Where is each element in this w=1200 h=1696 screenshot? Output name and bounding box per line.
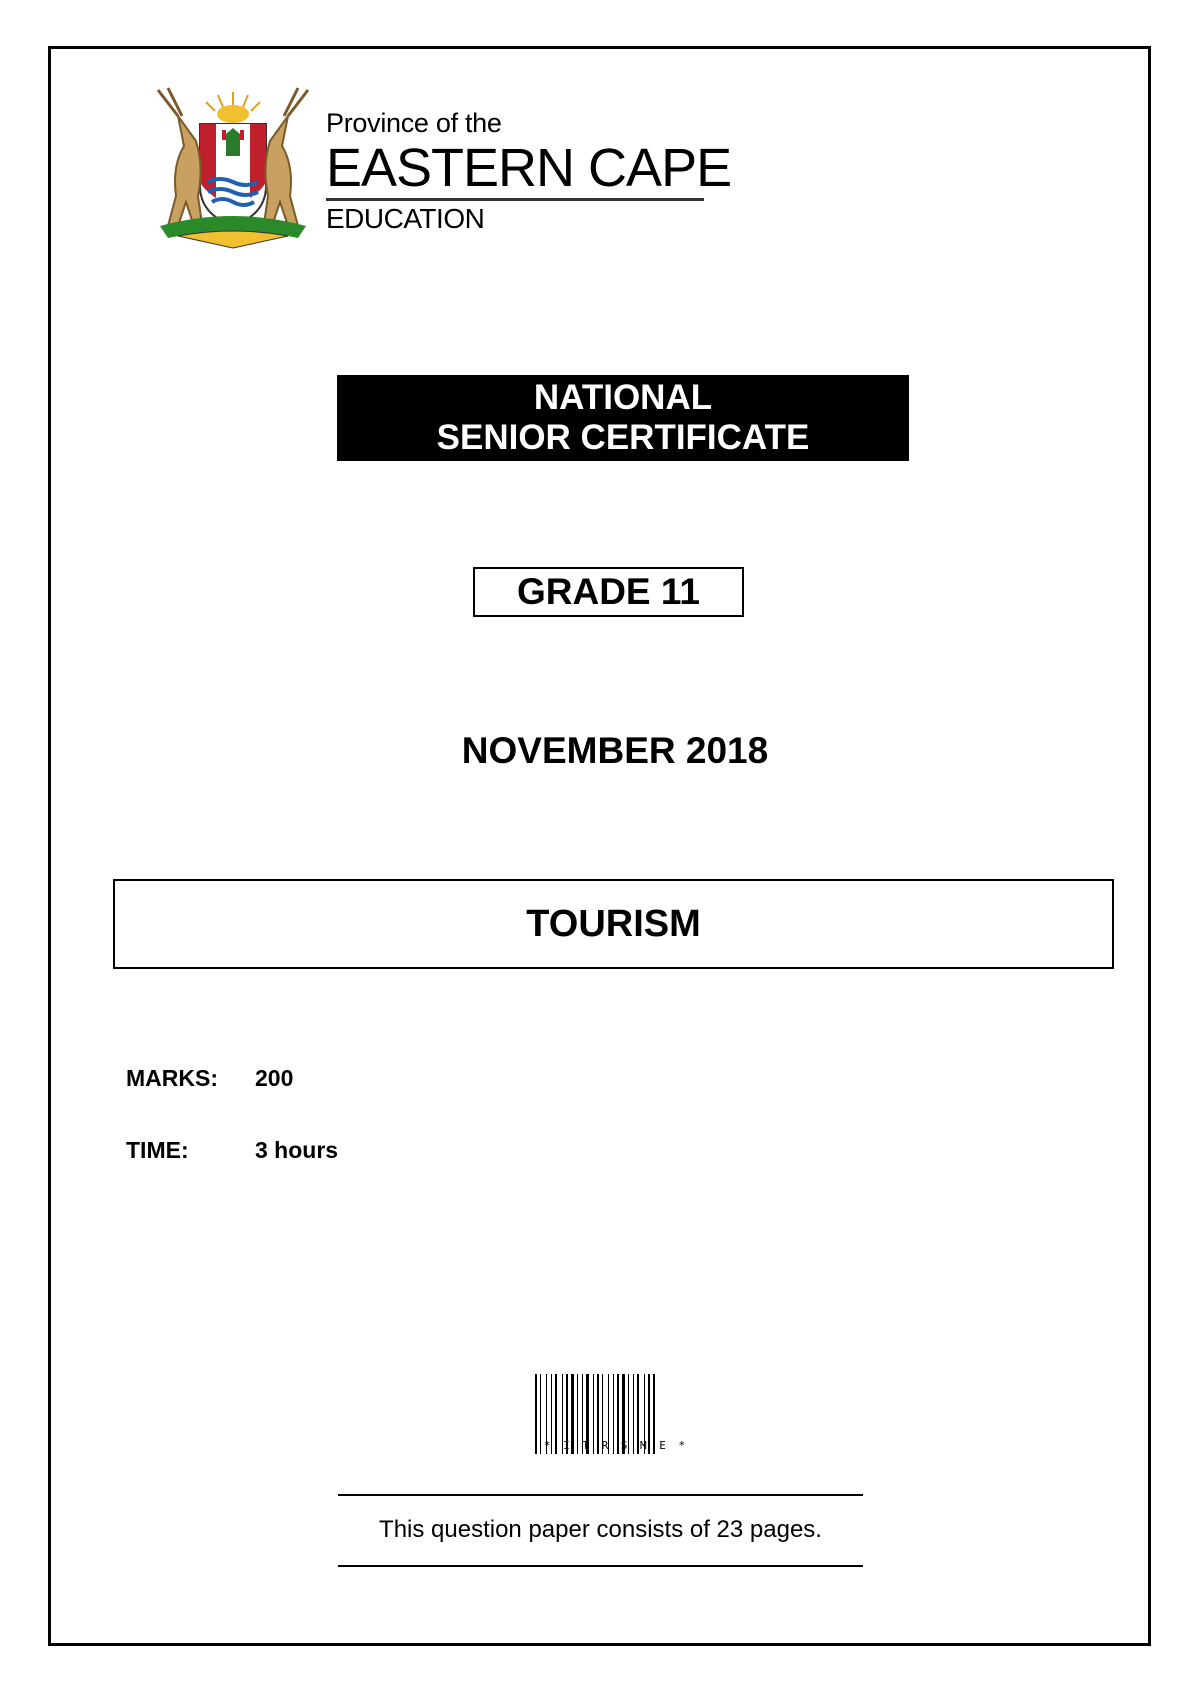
certificate-line2: SENIOR CERTIFICATE: [436, 418, 810, 457]
footer-rule-bottom: [338, 1565, 863, 1567]
logo-rule: [326, 198, 704, 201]
time-value: 3 hours: [255, 1137, 339, 1163]
time-label: TIME:: [126, 1137, 189, 1163]
time-row: [126, 1137, 338, 1164]
marks-value: 200: [255, 1065, 294, 1091]
footer-rule-top: [338, 1494, 863, 1496]
certificate-banner: [337, 375, 909, 461]
marks-label: MARKS:: [126, 1065, 218, 1091]
logo-province-text: Province of the: [326, 108, 502, 138]
exam-date: NOVEMBER 2018: [461, 730, 769, 771]
certificate-line1: NATIONAL: [533, 378, 713, 417]
page-count-note: This question paper consists of 23 pages.: [379, 1516, 822, 1543]
coat-of-arms-logo: [138, 86, 328, 251]
grade-box: GRADE 11: [473, 567, 744, 617]
marks-row: [126, 1065, 293, 1092]
barcode-text: * I T R S M E *: [543, 1439, 689, 1452]
logo-education-text: EDUCATION: [326, 203, 485, 234]
logo-eastern-cape-text: EASTERN CAPE: [326, 138, 732, 198]
subject-box: TOURISM: [113, 879, 1114, 969]
logo-wordmark: [326, 108, 731, 235]
